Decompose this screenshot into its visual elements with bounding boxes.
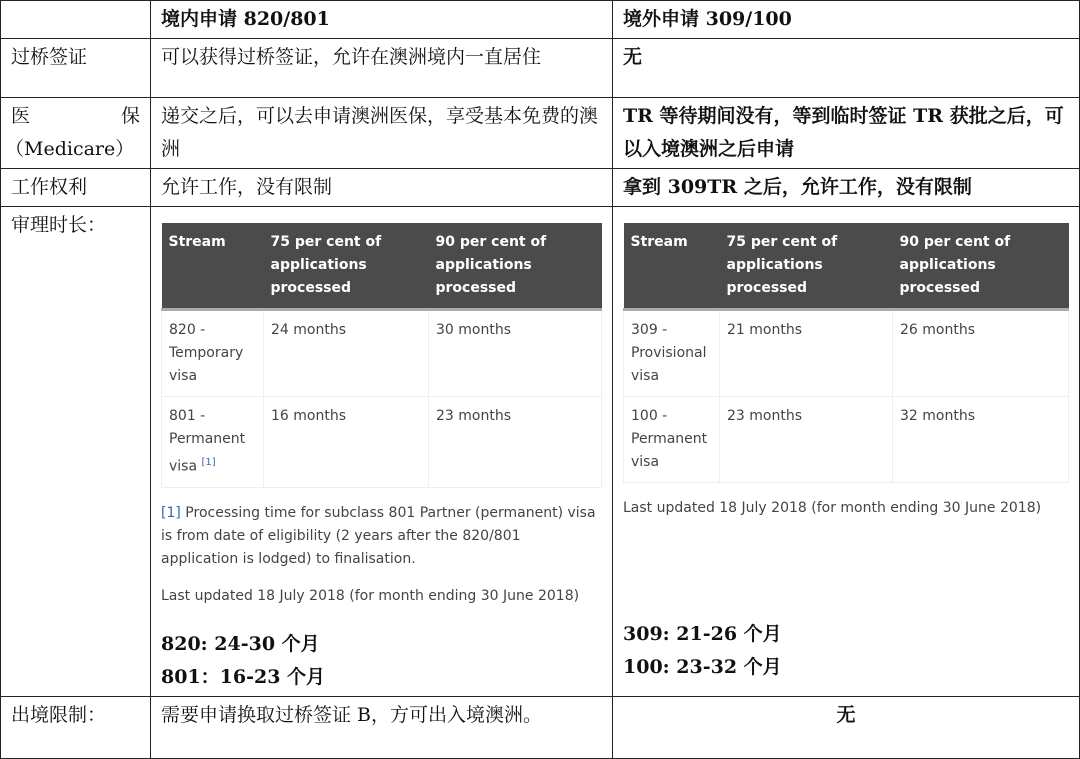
exit-label: 出境限制： bbox=[1, 696, 151, 758]
stream-cell: 820 - Temporary visa bbox=[162, 310, 264, 397]
medicare-offshore: TR 等待期间没有，等到临时签证 TR 获批之后，可以入境澳洲之后申请 bbox=[613, 98, 1080, 169]
table-row bbox=[162, 310, 602, 397]
last-updated: Last updated 18 July 2018 (for month ending 30 June 2018) bbox=[161, 587, 580, 604]
stream-text: 801 - Permanent visa bbox=[169, 408, 246, 475]
processing-offshore bbox=[613, 207, 1080, 697]
row-medicare bbox=[1, 98, 1080, 169]
header-row bbox=[1, 1, 1080, 39]
offshore-processing-table bbox=[623, 223, 1069, 483]
table-row bbox=[624, 310, 1069, 397]
exit-offshore: 无 bbox=[613, 696, 1080, 758]
row-work bbox=[1, 169, 1080, 207]
work-offshore: 拿到 309TR 之后，允许工作，没有限制 bbox=[613, 169, 1080, 207]
row-exit bbox=[1, 696, 1080, 758]
footnote-link[interactable]: [1] bbox=[201, 457, 216, 468]
p75-cell: 21 months bbox=[720, 310, 893, 397]
table-row bbox=[624, 397, 1069, 483]
p75-cell: 16 months bbox=[264, 397, 429, 488]
bridging-label: 过桥签证 bbox=[1, 39, 151, 98]
medicare-onshore: 递交之后，可以去申请澳洲医保，享受基本免费的澳洲 bbox=[151, 98, 613, 169]
p75-cell: 23 months bbox=[720, 397, 893, 483]
medicare-label-a: 医 bbox=[11, 105, 31, 127]
header-blank bbox=[1, 1, 151, 39]
bridging-onshore: 可以获得过桥签证，允许在澳洲境内一直居住 bbox=[151, 39, 613, 98]
processing-label: 审理时长： bbox=[1, 207, 151, 697]
summary-820: 820: 24-30 个月 bbox=[161, 632, 320, 655]
p90-cell: 26 months bbox=[893, 310, 1069, 397]
row-bridging bbox=[1, 39, 1080, 98]
work-label: 工作权利 bbox=[1, 169, 151, 207]
p90-cell: 32 months bbox=[893, 397, 1069, 483]
th-90: 90 per cent of applications processed bbox=[429, 223, 602, 310]
stream-cell: 100 - Permanent visa bbox=[624, 397, 720, 483]
footnote bbox=[161, 502, 602, 571]
work-onshore: 允许工作，没有限制 bbox=[151, 169, 613, 207]
footnote-text: Processing time for subclass 801 Partner (permanent) visa is from date of eligibility (2 years after the 820/801 application is lodged) to finalisation. bbox=[161, 504, 596, 567]
p75-cell: 24 months bbox=[264, 310, 429, 397]
bridging-offshore: 无 bbox=[613, 39, 1080, 98]
th-75: 75 per cent of applications processed bbox=[720, 223, 893, 310]
processing-onshore bbox=[151, 207, 613, 697]
table-row bbox=[162, 397, 602, 488]
header-offshore: 境外申请 309/100 bbox=[613, 1, 1080, 39]
summary-309: 309: 21-26 个月 bbox=[623, 623, 782, 645]
header-onshore: 境内申请 820/801 bbox=[151, 1, 613, 39]
row-processing bbox=[1, 207, 1080, 697]
footnote-ref[interactable]: [1] bbox=[161, 504, 181, 521]
summary-100: 100: 23-32 个月 bbox=[623, 656, 782, 678]
th-75: 75 per cent of applications processed bbox=[264, 223, 429, 310]
p90-cell: 23 months bbox=[429, 397, 602, 488]
stream-cell bbox=[162, 397, 264, 488]
onshore-processing-table bbox=[161, 223, 602, 488]
summary-801: 801：16-23 个月 bbox=[161, 665, 326, 688]
medicare-label-c: （Medicare） bbox=[5, 138, 135, 160]
th-stream: Stream bbox=[162, 223, 264, 310]
exit-onshore: 需要申请换取过桥签证 B，方可出入境澳洲。 bbox=[151, 696, 613, 758]
stream-cell: 309 - Provisional visa bbox=[624, 310, 720, 397]
medicare-label-b: 保 bbox=[120, 105, 140, 127]
th-90: 90 per cent of applications processed bbox=[893, 223, 1069, 310]
p90-cell: 30 months bbox=[429, 310, 602, 397]
medicare-label bbox=[1, 98, 151, 169]
last-updated: Last updated 18 July 2018 (for month ending 30 June 2018) bbox=[623, 500, 1042, 516]
th-stream: Stream bbox=[624, 223, 720, 310]
